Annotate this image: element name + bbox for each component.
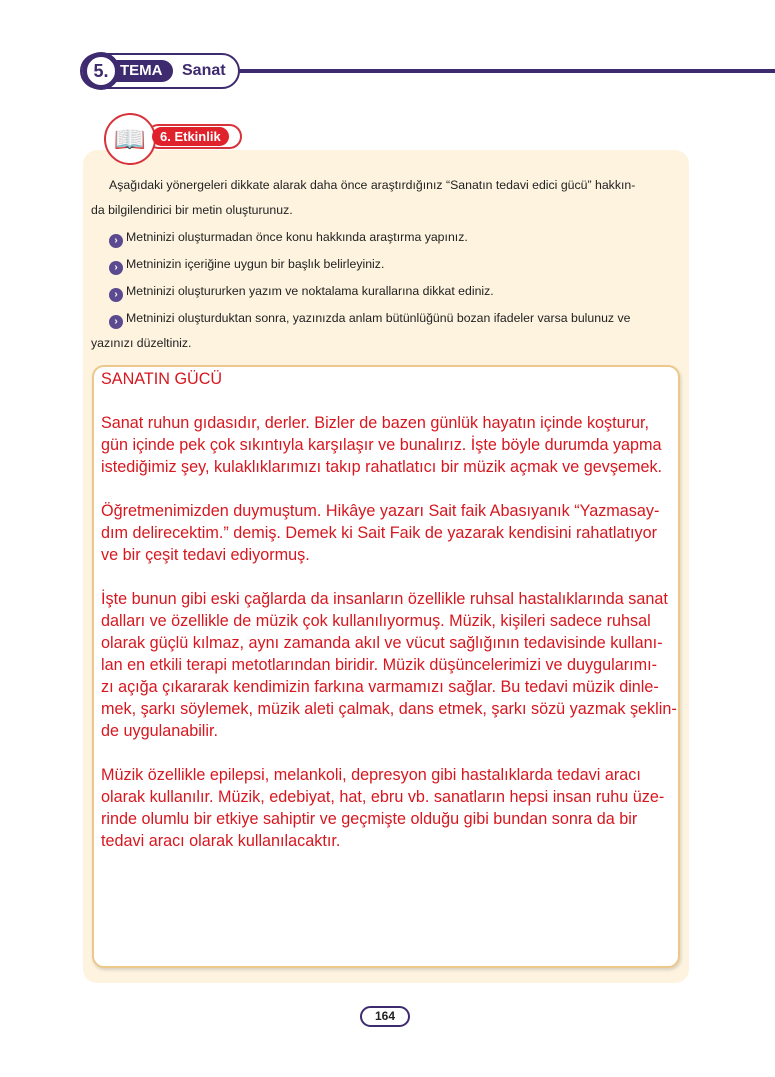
instruction-item — [91, 252, 683, 277]
essay — [101, 368, 677, 874]
essay-paragraph — [101, 412, 677, 478]
theme-number: 5. — [82, 52, 120, 90]
essay-line: mek, şarkı söylemek, müzik aleti çalmak, dans etmek, şarkı sözü yazmak şeklin- — [101, 700, 677, 718]
intro-line: Aşağıdaki yönergeleri dikkate alarak daha önce araştırdığınız “Sanatın tedavi edici gücü” hakkın- — [109, 178, 636, 192]
chevron-right-icon: › — [109, 315, 123, 329]
essay-line: olarak güçlü kılmaz, aynı zamanda akıl ve vücut sağlığının tedavisinde kullanı- — [101, 634, 663, 652]
essay-line: lan en etkili terapi metotlarından biridir. Müzik düşüncelerimizi ve duygularımı- — [101, 656, 658, 674]
activity-label: 6. Etkinlik — [152, 127, 229, 146]
essay-line: İşte bunun gibi eski çağlarda da insanların özellikle ruhsal hastalıklarında sanat — [101, 590, 668, 608]
instruction-text: Metninizin içeriğine uygun bir başlık belirleyiniz. — [126, 257, 385, 271]
essay-title: SANATIN GÜCÜ — [101, 370, 223, 388]
header-rule — [230, 69, 775, 73]
essay-line: ve bir çeşit tedavi ediyormuş. — [101, 546, 310, 564]
essay-paragraph — [101, 588, 677, 742]
instruction-text: Metninizi oluşturduktan sonra, yazınızda anlam bütünlüğünü bozan ifadeler varsa bulunuz ve — [126, 311, 631, 325]
essay-line: olarak kullanılır. Müzik, edebiyat, hat, ebru vb. sanatların hepsi insan ruhu üze- — [101, 788, 665, 806]
instruction-text: Metninizi oluştururken yazım ve noktalama kurallarına dikkat ediniz. — [126, 284, 494, 298]
essay-line: Müzik özellikle epilepsi, melankoli, depresyon gibi hastalıklarda tedavi aracı — [101, 766, 641, 784]
essay-line: rinde olumlu bir etkiye sahiptir ve geçmişte olduğu gibi bundan sonra da bir — [101, 810, 638, 828]
instruction-item — [91, 279, 683, 304]
essay-paragraph — [101, 764, 677, 852]
instruction-text: Metninizi oluşturmadan önce konu hakkında araştırma yapınız. — [126, 230, 468, 244]
theme-title: Sanat — [182, 62, 226, 79]
essay-line: de uygulanabilir. — [101, 722, 218, 740]
essay-line: Sanat ruhun gıdasıdır, derler. Bizler de bazen günlük hayatın içinde koşturur, — [101, 414, 650, 432]
essay-line: gün içinde pek çok sıkıntıyla karşılaşır ve bunalırız. İşte böyle durumda yapma — [101, 436, 662, 454]
essay-line: dalları ve özellikle de müzik çok kullanılıyormuş. Müzik, kişileri sadece ruhsal — [101, 612, 651, 630]
essay-line: zı açığa çıkararak kendimizin farkına varmamızı sağlar. Bu tedavi müzik dinle- — [101, 678, 659, 696]
chevron-right-icon: › — [109, 234, 123, 248]
instructions — [91, 173, 683, 356]
open-book-icon: 📖 — [104, 113, 156, 165]
essay-paragraph — [101, 500, 677, 566]
intro-line: da bilgilendirici bir metin oluşturunuz. — [91, 203, 293, 217]
page-number: 164 — [360, 1006, 410, 1027]
essay-line: Öğretmenimizden duymuştum. Hikâye yazarı Sait faik Abasıyanık “Yazmasay- — [101, 502, 660, 520]
chevron-right-icon: › — [109, 261, 123, 275]
theme-label: TEMA — [116, 60, 173, 82]
essay-line: dım delirecektim.” demiş. Demek ki Sait Faik de yazarak kendisini rahatlatıyor — [101, 524, 657, 542]
instruction-item — [91, 306, 683, 331]
essay-line: tedavi aracı olarak kullanılacaktır. — [101, 832, 341, 850]
instruction-text-cont: yazınızı düzeltiniz. — [91, 336, 192, 350]
essay-line: istediğimiz şey, kulaklıklarımızı takıp rahatlatıcı bir müzik açmak ve gevşemek. — [101, 458, 663, 476]
chevron-right-icon: › — [109, 288, 123, 302]
instruction-item — [91, 225, 683, 250]
